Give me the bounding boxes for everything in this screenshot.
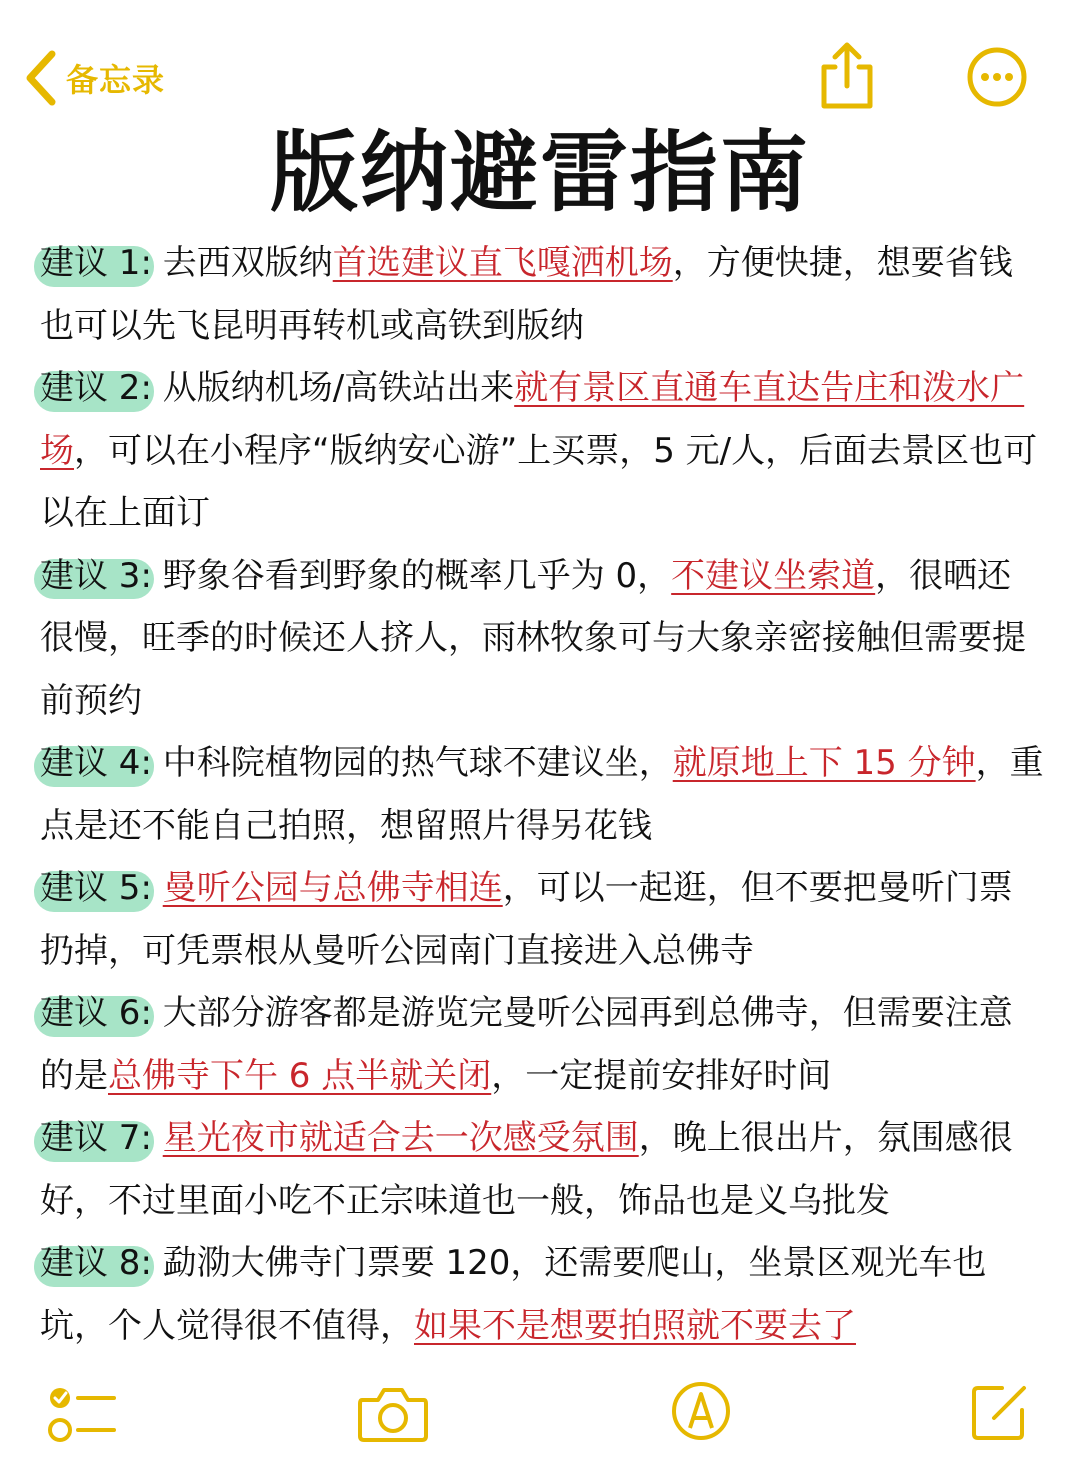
share-icon[interactable] <box>818 40 876 112</box>
tip-text: 大部分游客都是游览完曼听公园再到总佛寺，但需要注意的是 <box>40 993 1013 1096</box>
tip-label <box>40 545 152 608</box>
tip-label-text: 建议 3: <box>40 555 152 596</box>
tip-label-text: 建议 5: <box>40 868 152 908</box>
tip-text: ，重点是还不能自己拍照，想留照片得另花钱 <box>40 743 1044 846</box>
tip-label-text: 建议 1: <box>40 243 152 283</box>
markup-icon[interactable] <box>670 1380 732 1442</box>
emphasized-text: 就有景区直通车直达告庄和泼水广场 <box>40 368 1025 471</box>
emphasized-text: 总佛寺下午 6 点半就关闭 <box>108 1055 492 1096</box>
tip-paragraph <box>40 357 1045 545</box>
tip-label-text: 建议 8: <box>40 1243 152 1283</box>
tip-paragraph <box>40 232 1045 357</box>
tip-text: 中科院植物园的热气球不建议坐， <box>162 743 673 783</box>
tip-label <box>40 357 152 420</box>
tip-paragraph <box>40 857 1045 982</box>
back-button-label: 备忘录 <box>66 61 166 99</box>
tip-text: 从版纳机场/高铁站出来 <box>162 368 515 408</box>
back-button[interactable] <box>22 46 165 110</box>
tip-text: 勐泐大佛寺门票要 120，还需要爬山，坐景区观光车也坑，个人觉得很不值得， <box>40 1243 987 1346</box>
tip-label <box>40 1107 152 1170</box>
tip-text: ，晚上很出片，氛围感很好，不过里面小吃不正宗味道也一般，饰品也是义乌批发 <box>40 1118 1013 1221</box>
emphasized-text: 就原地上下 15 分钟 <box>672 743 976 783</box>
tip-label <box>40 1232 152 1295</box>
tip-label-text: 建议 6: <box>40 993 152 1033</box>
tip-paragraph <box>40 1107 1045 1232</box>
tip-text: ，很晒还很慢，旺季的时候还人挤人，雨林牧象可与大象亲密接触但需要提前预约 <box>40 555 1026 721</box>
tip-paragraph <box>40 545 1045 733</box>
emphasized-text: 如果不是想要拍照就不要去了 <box>414 1305 856 1346</box>
tip-text: ，可以一起逛，但不要把曼听门票扔掉，可凭票根从曼听公园南门直接进入总佛寺 <box>40 868 1013 971</box>
top-navigation-bar <box>0 0 1080 120</box>
compose-icon[interactable] <box>968 1382 1032 1444</box>
emphasized-text: 不建议坐索道 <box>671 555 876 596</box>
emphasized-text: 首选建议直飞嘎洒机场 <box>332 243 673 283</box>
tip-text: 去西双版纳 <box>162 243 333 283</box>
tip-text: ，方便快捷，想要省钱也可以先飞昆明再转机或高铁到版纳 <box>40 243 1013 346</box>
emphasized-text: 曼听公园与总佛寺相连 <box>162 868 503 908</box>
tip-paragraph <box>40 982 1045 1107</box>
tip-label-text: 建议 2: <box>40 368 152 408</box>
tip-text: ，一定提前安排好时间 <box>491 1055 832 1096</box>
tip-label-text: 建议 4: <box>40 743 152 783</box>
tip-label <box>40 982 152 1045</box>
camera-icon[interactable] <box>356 1384 430 1444</box>
chevron-left-icon <box>22 48 58 108</box>
tip-text: 野象谷看到野象的概率几乎为 0， <box>162 555 672 596</box>
tip-label <box>40 232 152 295</box>
tip-text: ，可以在小程序“版纳安心游”上买票，5 元/人，后面去景区也可以在上面订 <box>40 430 1038 533</box>
emphasized-text: 星光夜市就适合去一次感受氛围 <box>162 1118 639 1158</box>
tip-label <box>40 732 152 795</box>
tip-label-text: 建议 7: <box>40 1118 152 1158</box>
bottom-toolbar <box>0 1370 1080 1466</box>
more-options-icon[interactable] <box>966 46 1028 108</box>
tip-paragraph <box>40 732 1045 857</box>
tip-label <box>40 857 152 920</box>
tip-paragraph <box>40 1232 1045 1357</box>
note-title: 版纳避雷指南 <box>269 121 810 224</box>
checklist-icon[interactable] <box>46 1382 118 1446</box>
note-body[interactable] <box>40 232 1045 1357</box>
